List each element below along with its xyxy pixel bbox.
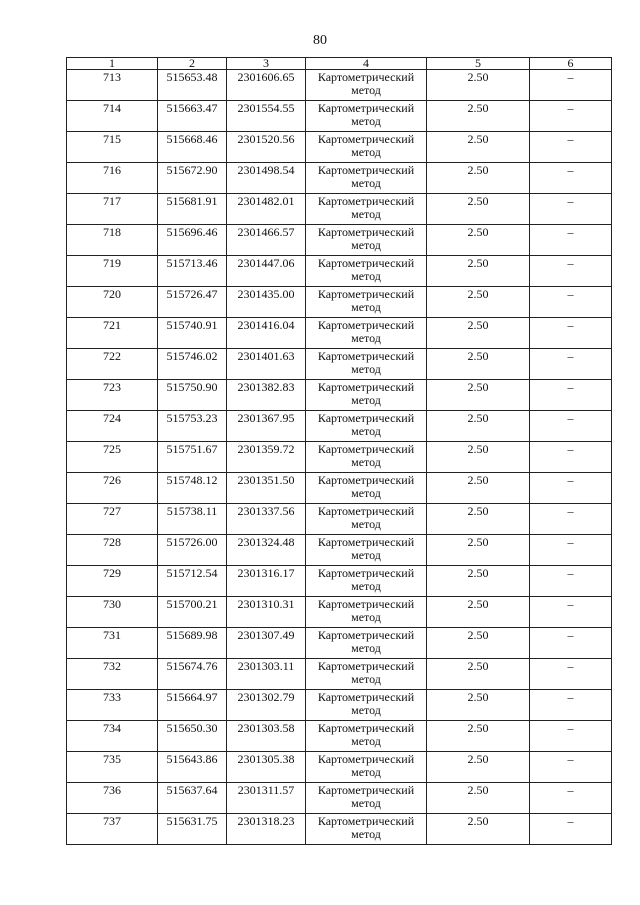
table-row <box>67 287 612 318</box>
y-coordinate-cell: 2301305.38 <box>227 752 306 783</box>
method-cell: Картометрический метод <box>306 566 427 597</box>
x-coordinate-cell: 515650.30 <box>158 721 227 752</box>
table-row <box>67 535 612 566</box>
x-coordinate-cell: 515631.75 <box>158 814 227 845</box>
x-coordinate-cell: 515653.48 <box>158 70 227 101</box>
x-coordinate-cell: 515696.46 <box>158 225 227 256</box>
y-coordinate-cell: 2301311.57 <box>227 783 306 814</box>
page-number: 80 <box>313 33 327 48</box>
x-coordinate-cell: 515713.46 <box>158 256 227 287</box>
point-number-cell: 734 <box>67 721 158 752</box>
method-cell: Картометрический метод <box>306 628 427 659</box>
note-cell: – <box>530 566 612 597</box>
method-cell: Картометрический метод <box>306 256 427 287</box>
table-row <box>67 597 612 628</box>
note-cell: – <box>530 101 612 132</box>
point-number-cell: 724 <box>67 411 158 442</box>
table-row <box>67 225 612 256</box>
point-number-cell: 722 <box>67 349 158 380</box>
point-number-cell: 727 <box>67 504 158 535</box>
note-cell: – <box>530 504 612 535</box>
y-coordinate-cell: 2301482.01 <box>227 194 306 225</box>
note-cell: – <box>530 411 612 442</box>
table-row <box>67 504 612 535</box>
accuracy-cell: 2.50 <box>427 473 530 504</box>
y-coordinate-cell: 2301316.17 <box>227 566 306 597</box>
y-coordinate-cell: 2301554.55 <box>227 101 306 132</box>
method-cell: Картометрический метод <box>306 504 427 535</box>
x-coordinate-cell: 515643.86 <box>158 752 227 783</box>
point-number-cell: 719 <box>67 256 158 287</box>
method-cell: Картометрический метод <box>306 225 427 256</box>
table-row <box>67 256 612 287</box>
point-number-cell: 726 <box>67 473 158 504</box>
table-row <box>67 349 612 380</box>
y-coordinate-cell: 2301401.63 <box>227 349 306 380</box>
accuracy-cell: 2.50 <box>427 132 530 163</box>
note-cell: – <box>530 287 612 318</box>
method-cell: Картометрический метод <box>306 287 427 318</box>
table-row <box>67 194 612 225</box>
note-cell: – <box>530 597 612 628</box>
accuracy-cell: 2.50 <box>427 628 530 659</box>
method-cell: Картометрический метод <box>306 597 427 628</box>
point-number-cell: 721 <box>67 318 158 349</box>
accuracy-cell: 2.50 <box>427 101 530 132</box>
note-cell: – <box>530 225 612 256</box>
table-row <box>67 380 612 411</box>
x-coordinate-cell: 515663.47 <box>158 101 227 132</box>
method-cell: Картометрический метод <box>306 473 427 504</box>
method-cell: Картометрический метод <box>306 380 427 411</box>
note-cell: – <box>530 690 612 721</box>
method-cell: Картометрический метод <box>306 132 427 163</box>
x-coordinate-cell: 515750.90 <box>158 380 227 411</box>
table-row <box>67 566 612 597</box>
note-cell: – <box>530 380 612 411</box>
y-coordinate-cell: 2301498.54 <box>227 163 306 194</box>
accuracy-cell: 2.50 <box>427 597 530 628</box>
x-coordinate-cell: 515668.46 <box>158 132 227 163</box>
table-row <box>67 411 612 442</box>
note-cell: – <box>530 752 612 783</box>
point-number-cell: 720 <box>67 287 158 318</box>
y-coordinate-cell: 2301520.56 <box>227 132 306 163</box>
note-cell: – <box>530 721 612 752</box>
column-header-5: 5 <box>427 58 530 70</box>
x-coordinate-cell: 515738.11 <box>158 504 227 535</box>
point-number-cell: 729 <box>67 566 158 597</box>
y-coordinate-cell: 2301318.23 <box>227 814 306 845</box>
y-coordinate-cell: 2301302.79 <box>227 690 306 721</box>
y-coordinate-cell: 2301367.95 <box>227 411 306 442</box>
y-coordinate-cell: 2301303.11 <box>227 659 306 690</box>
table-row <box>67 628 612 659</box>
y-coordinate-cell: 2301303.58 <box>227 721 306 752</box>
accuracy-cell: 2.50 <box>427 752 530 783</box>
x-coordinate-cell: 515726.47 <box>158 287 227 318</box>
accuracy-cell: 2.50 <box>427 442 530 473</box>
note-cell: – <box>530 256 612 287</box>
accuracy-cell: 2.50 <box>427 566 530 597</box>
table-row <box>67 442 612 473</box>
x-coordinate-cell: 515751.67 <box>158 442 227 473</box>
accuracy-cell: 2.50 <box>427 163 530 194</box>
x-coordinate-cell: 515726.00 <box>158 535 227 566</box>
note-cell: – <box>530 194 612 225</box>
note-cell: – <box>530 659 612 690</box>
x-coordinate-cell: 515637.64 <box>158 783 227 814</box>
y-coordinate-cell: 2301447.06 <box>227 256 306 287</box>
x-coordinate-cell: 515664.97 <box>158 690 227 721</box>
column-header-3: 3 <box>227 58 306 70</box>
method-cell: Картометрический метод <box>306 318 427 349</box>
method-cell: Картометрический метод <box>306 101 427 132</box>
table-row <box>67 473 612 504</box>
y-coordinate-cell: 2301310.31 <box>227 597 306 628</box>
coordinates-table <box>66 57 612 845</box>
note-cell: – <box>530 783 612 814</box>
accuracy-cell: 2.50 <box>427 256 530 287</box>
point-number-cell: 737 <box>67 814 158 845</box>
accuracy-cell: 2.50 <box>427 690 530 721</box>
accuracy-cell: 2.50 <box>427 287 530 318</box>
point-number-cell: 716 <box>67 163 158 194</box>
table-row <box>67 814 612 845</box>
point-number-cell: 732 <box>67 659 158 690</box>
accuracy-cell: 2.50 <box>427 504 530 535</box>
method-cell: Картометрический метод <box>306 659 427 690</box>
y-coordinate-cell: 2301435.00 <box>227 287 306 318</box>
table-header <box>67 58 612 70</box>
y-coordinate-cell: 2301416.04 <box>227 318 306 349</box>
point-number-cell: 714 <box>67 101 158 132</box>
accuracy-cell: 2.50 <box>427 225 530 256</box>
method-cell: Картометрический метод <box>306 411 427 442</box>
table-row <box>67 101 612 132</box>
accuracy-cell: 2.50 <box>427 659 530 690</box>
accuracy-cell: 2.50 <box>427 194 530 225</box>
y-coordinate-cell: 2301382.83 <box>227 380 306 411</box>
table-row <box>67 132 612 163</box>
column-header-1: 1 <box>67 58 158 70</box>
point-number-cell: 730 <box>67 597 158 628</box>
note-cell: – <box>530 163 612 194</box>
accuracy-cell: 2.50 <box>427 70 530 101</box>
point-number-cell: 731 <box>67 628 158 659</box>
accuracy-cell: 2.50 <box>427 411 530 442</box>
table-row <box>67 70 612 101</box>
column-header-2: 2 <box>158 58 227 70</box>
table-row <box>67 163 612 194</box>
note-cell: – <box>530 318 612 349</box>
method-cell: Картометрический метод <box>306 535 427 566</box>
point-number-cell: 736 <box>67 783 158 814</box>
point-number-cell: 715 <box>67 132 158 163</box>
accuracy-cell: 2.50 <box>427 349 530 380</box>
table-row <box>67 721 612 752</box>
point-number-cell: 723 <box>67 380 158 411</box>
method-cell: Картометрический метод <box>306 442 427 473</box>
method-cell: Картометрический метод <box>306 349 427 380</box>
accuracy-cell: 2.50 <box>427 721 530 752</box>
method-cell: Картометрический метод <box>306 752 427 783</box>
accuracy-cell: 2.50 <box>427 380 530 411</box>
y-coordinate-cell: 2301307.49 <box>227 628 306 659</box>
point-number-cell: 718 <box>67 225 158 256</box>
x-coordinate-cell: 515753.23 <box>158 411 227 442</box>
note-cell: – <box>530 349 612 380</box>
note-cell: – <box>530 814 612 845</box>
point-number-cell: 728 <box>67 535 158 566</box>
point-number-cell: 733 <box>67 690 158 721</box>
accuracy-cell: 2.50 <box>427 535 530 566</box>
accuracy-cell: 2.50 <box>427 814 530 845</box>
column-header-4: 4 <box>306 58 427 70</box>
column-header-6: 6 <box>530 58 612 70</box>
x-coordinate-cell: 515746.02 <box>158 349 227 380</box>
x-coordinate-cell: 515700.21 <box>158 597 227 628</box>
point-number-cell: 713 <box>67 70 158 101</box>
table-row <box>67 752 612 783</box>
note-cell: – <box>530 473 612 504</box>
method-cell: Картометрический метод <box>306 70 427 101</box>
table-row <box>67 659 612 690</box>
header-row <box>67 58 612 70</box>
method-cell: Картометрический метод <box>306 163 427 194</box>
x-coordinate-cell: 515674.76 <box>158 659 227 690</box>
method-cell: Картометрический метод <box>306 721 427 752</box>
x-coordinate-cell: 515689.98 <box>158 628 227 659</box>
method-cell: Картометрический метод <box>306 814 427 845</box>
y-coordinate-cell: 2301606.65 <box>227 70 306 101</box>
note-cell: – <box>530 70 612 101</box>
accuracy-cell: 2.50 <box>427 783 530 814</box>
table-row <box>67 318 612 349</box>
y-coordinate-cell: 2301337.56 <box>227 504 306 535</box>
x-coordinate-cell: 515681.91 <box>158 194 227 225</box>
note-cell: – <box>530 628 612 659</box>
point-number-cell: 735 <box>67 752 158 783</box>
y-coordinate-cell: 2301324.48 <box>227 535 306 566</box>
method-cell: Картометрический метод <box>306 783 427 814</box>
note-cell: – <box>530 132 612 163</box>
x-coordinate-cell: 515712.54 <box>158 566 227 597</box>
y-coordinate-cell: 2301351.50 <box>227 473 306 504</box>
x-coordinate-cell: 515740.91 <box>158 318 227 349</box>
x-coordinate-cell: 515672.90 <box>158 163 227 194</box>
note-cell: – <box>530 442 612 473</box>
point-number-cell: 717 <box>67 194 158 225</box>
y-coordinate-cell: 2301359.72 <box>227 442 306 473</box>
point-number-cell: 725 <box>67 442 158 473</box>
method-cell: Картометрический метод <box>306 194 427 225</box>
table-body <box>67 70 612 845</box>
method-cell: Картометрический метод <box>306 690 427 721</box>
y-coordinate-cell: 2301466.57 <box>227 225 306 256</box>
accuracy-cell: 2.50 <box>427 318 530 349</box>
x-coordinate-cell: 515748.12 <box>158 473 227 504</box>
table-row <box>67 783 612 814</box>
note-cell: – <box>530 535 612 566</box>
table-row <box>67 690 612 721</box>
